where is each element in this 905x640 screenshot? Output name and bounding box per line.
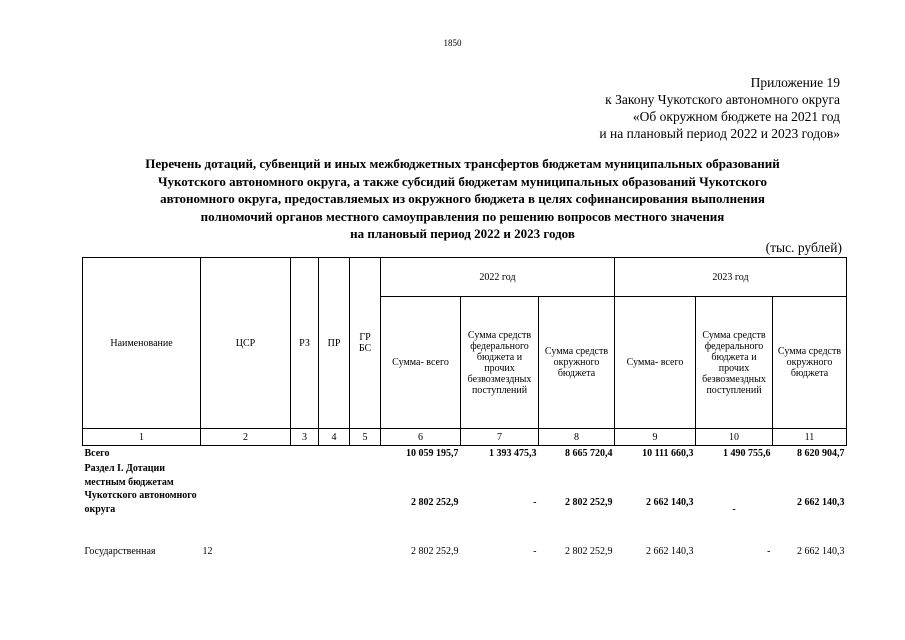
row-value: 1 490 755,6 bbox=[723, 448, 771, 459]
appendix-reference bbox=[599, 74, 840, 142]
row-value: 8 665 720,4 bbox=[565, 448, 613, 459]
col-header-year-2022: 2022 год bbox=[381, 258, 615, 297]
appendix-line: «Об окружном бюджете на 2021 год bbox=[632, 109, 840, 124]
row-value: 2 662 140,3 bbox=[797, 546, 845, 557]
row-name: Всего bbox=[84, 448, 110, 459]
col-header-year-2023: 2023 год bbox=[615, 258, 847, 297]
units-label: (тыс. рублей) bbox=[765, 240, 842, 255]
row-value: 1 393 475,3 bbox=[489, 448, 537, 459]
title-line: Перечень дотаций, субвенций и иных межбюджетных трансфертов бюджетам муниципальных образований bbox=[145, 156, 780, 171]
col-header-sum-total-2022: Сумма- всего bbox=[381, 297, 461, 429]
column-number: 3 bbox=[291, 429, 319, 446]
row-csr bbox=[201, 461, 291, 544]
row-pr bbox=[319, 544, 350, 559]
column-number: 7 bbox=[461, 429, 539, 446]
title-line: Чукотского автономного округа, а также субсидий бюджетам муниципальных образований Чукотского bbox=[157, 173, 768, 189]
header-row-years bbox=[83, 258, 847, 297]
row-name: Государственная bbox=[84, 546, 156, 557]
row-csr: 12 bbox=[202, 546, 213, 557]
col-header-sum-okrug-2023: Сумма средств окружного бюджета bbox=[773, 297, 847, 429]
title-line: на плановый период 2022 и 2023 годов bbox=[350, 226, 575, 241]
row-value: - bbox=[732, 504, 736, 515]
column-number: 8 bbox=[539, 429, 615, 446]
row-rz bbox=[291, 544, 319, 559]
row-value: 8 620 904,7 bbox=[797, 448, 845, 459]
col-header-pr: ПР bbox=[319, 258, 350, 429]
appendix-line: Приложение 19 bbox=[750, 75, 840, 90]
row-value: - bbox=[533, 497, 537, 508]
row-pr bbox=[319, 446, 350, 462]
row-name: Раздел I. Дотации местным бюджетам Чукотского автономного округа bbox=[84, 463, 197, 515]
row-value: 2 802 252,9 bbox=[411, 497, 459, 508]
row-grbs bbox=[350, 446, 381, 462]
row-value: 10 111 660,3 bbox=[642, 448, 694, 459]
row-csr bbox=[201, 446, 291, 462]
column-number: 6 bbox=[381, 429, 461, 446]
row-grbs bbox=[350, 461, 381, 544]
row-value: 2 802 252,9 bbox=[565, 546, 613, 557]
col-header-sum-federal-2023: Сумма средств федерального бюджета и прочих безвозмездных поступлений bbox=[696, 297, 773, 429]
row-value: 2 802 252,9 bbox=[411, 546, 459, 557]
row-value: 2 662 140,3 bbox=[646, 497, 694, 508]
title-line: автономного округа, предоставляемых из окружного бюджета в целях софинансирования выполнения bbox=[160, 191, 765, 206]
appendix-line: к Закону Чукотского автономного округа bbox=[605, 92, 840, 107]
row-value: 2 662 140,3 bbox=[646, 546, 694, 557]
column-number: 10 bbox=[696, 429, 773, 446]
row-grbs bbox=[350, 544, 381, 559]
row-value: 2 662 140,3 bbox=[797, 497, 845, 508]
column-number: 4 bbox=[319, 429, 350, 446]
column-number: 9 bbox=[615, 429, 696, 446]
col-header-sum-okrug-2022: Сумма средств окружного бюджета bbox=[539, 297, 615, 429]
col-header-sum-total-2023: Сумма- всего bbox=[615, 297, 696, 429]
col-header-sum-federal-2022: Сумма средств федерального бюджета и прочих безвозмездных поступлений bbox=[461, 297, 539, 429]
row-pr bbox=[319, 461, 350, 544]
row-rz bbox=[291, 446, 319, 462]
transfers-table bbox=[82, 257, 847, 559]
table-row bbox=[83, 446, 847, 462]
column-number: 2 bbox=[201, 429, 291, 446]
column-number: 11 bbox=[773, 429, 847, 446]
page-number: 1850 bbox=[443, 38, 462, 48]
row-value: - bbox=[767, 546, 771, 557]
title-line: полномочий органов местного самоуправления по решению вопросов местного значения bbox=[200, 208, 725, 224]
table-row bbox=[83, 461, 847, 544]
column-number-row bbox=[83, 429, 847, 446]
row-value: 2 802 252,9 bbox=[565, 497, 613, 508]
document-title bbox=[95, 155, 830, 243]
col-header-grbs: ГР БС bbox=[350, 258, 381, 429]
row-rz bbox=[291, 461, 319, 544]
column-number: 1 bbox=[83, 429, 201, 446]
col-header-csr: ЦСР bbox=[201, 258, 291, 429]
column-number: 5 bbox=[350, 429, 381, 446]
col-header-name: Наименование bbox=[83, 258, 201, 429]
row-value: 10 059 195,7 bbox=[406, 448, 459, 459]
row-value: - bbox=[533, 546, 537, 557]
appendix-line: и на плановый период 2022 и 2023 годов» bbox=[599, 126, 840, 141]
col-header-rz: РЗ bbox=[291, 258, 319, 429]
table-row bbox=[83, 544, 847, 559]
